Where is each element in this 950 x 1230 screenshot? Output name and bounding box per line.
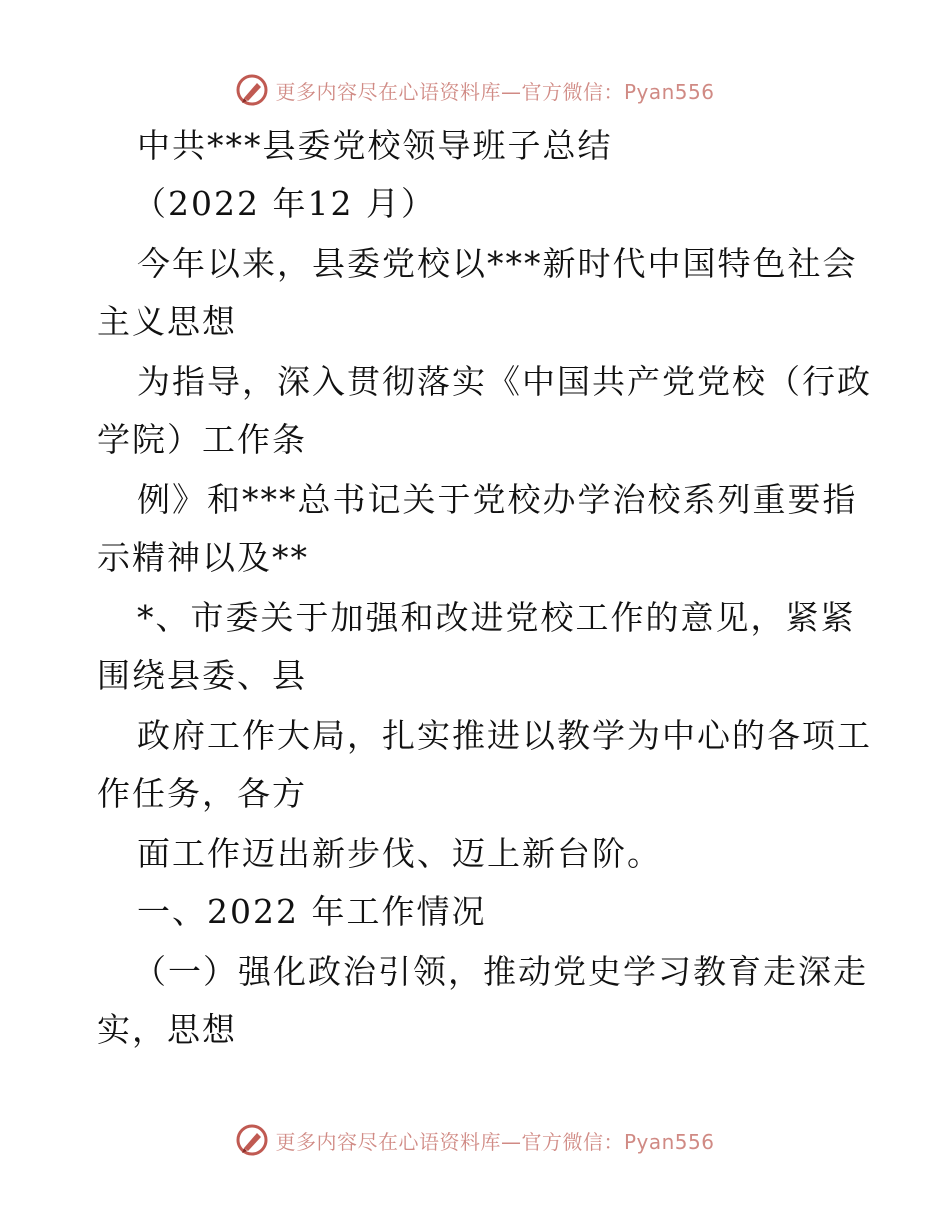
paragraph-line: 政府工作大局，扎实推进以教学为中心的各项工 xyxy=(137,716,872,755)
paragraph-line: 作任务，各方 xyxy=(97,774,307,813)
paragraph-line: 示精神以及** xyxy=(97,538,309,577)
section-heading: 一、2022 年工作情况 xyxy=(137,892,487,931)
paragraph-line: 主义思想 xyxy=(97,302,237,341)
watermark-text: 更多内容尽在心语资料库—官方微信：Pyan556 xyxy=(275,1129,715,1154)
paragraph-line: 实，思想 xyxy=(97,1010,237,1049)
pen-logo-icon xyxy=(235,1123,269,1157)
paragraph-line: 面工作迈出新步伐、迈上新台阶。 xyxy=(137,834,662,873)
paragraph-line: 为指导，深入贯彻落实《中国共产党党校（行政 xyxy=(137,362,872,401)
subsection-heading: （一）强化政治引领，推动党史学习教育走深走 xyxy=(133,952,868,991)
paragraph-line: 学院）工作条 xyxy=(97,420,307,459)
footer-watermark xyxy=(0,1120,950,1160)
document-date: （2022 年12 月） xyxy=(133,184,436,223)
paragraph-line: 今年以来，县委党校以***新时代中国特色社会 xyxy=(137,244,858,283)
paragraph-line: 围绕县委、县 xyxy=(97,656,307,695)
paragraph-line: *、市委关于加强和改进党校工作的意见，紧紧 xyxy=(137,598,856,637)
watermark-text: 更多内容尽在心语资料库—官方微信：Pyan556 xyxy=(275,79,715,104)
document-title: 中共***县委党校领导班子总结 xyxy=(137,126,613,165)
paragraph-line: 例》和***总书记关于党校办学治校系列重要指 xyxy=(137,480,858,519)
